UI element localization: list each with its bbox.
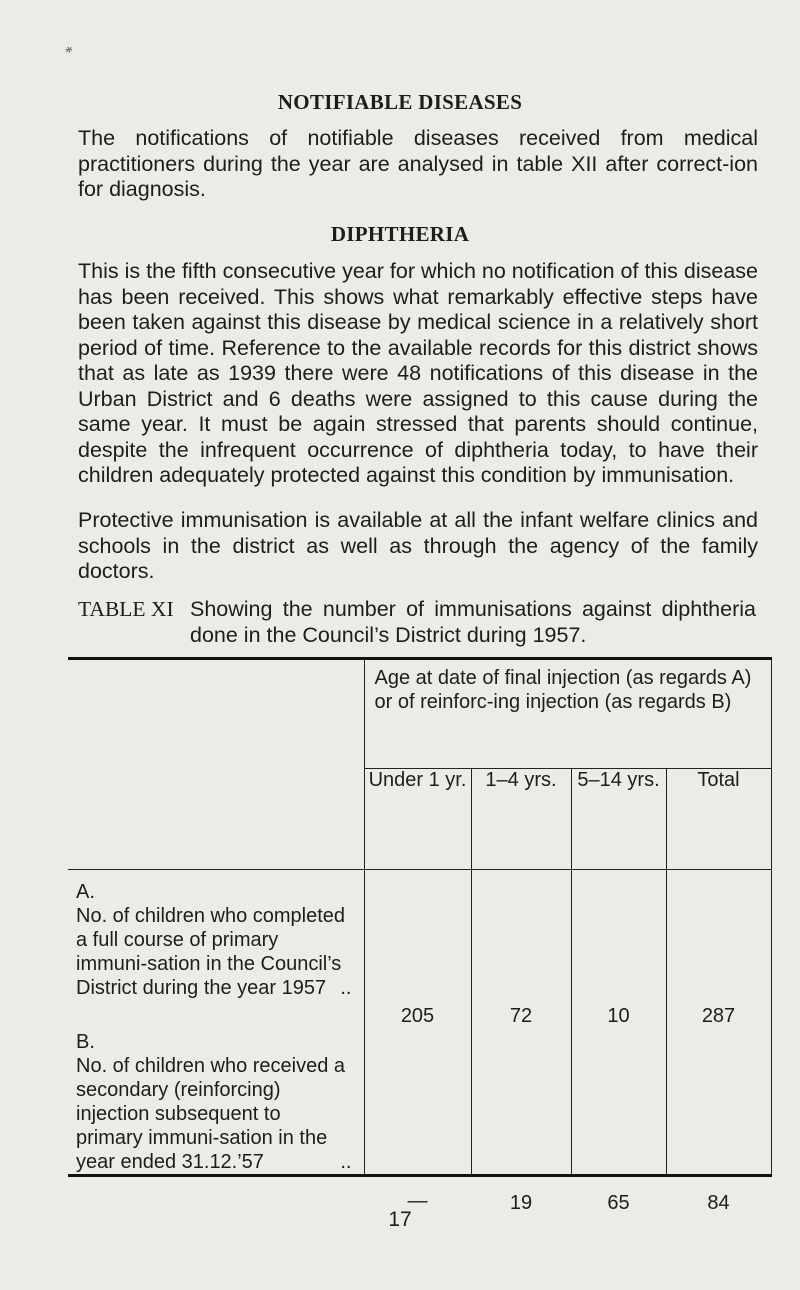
- cell-1-4: [471, 870, 571, 1214]
- diphtheria-paragraph-2: Protective immunisation is available at all the infant welfare clinics and schools in the district as well as through the agency of the family doctors.: [78, 508, 758, 583]
- row-b-text: No. of children who received a secondary (reinforcing) injection subsequent to primary immuni-sation in the year ended 31.12.’57: [76, 1055, 346, 1173]
- row-a-text: No. of children who completed a full course of primary immuni-sation in the Council’s District during the year 1957: [76, 905, 346, 999]
- row-b-letter: B.: [76, 1031, 95, 1053]
- row-b-leader: ..: [340, 1151, 352, 1173]
- value-a-total: 287: [701, 1005, 736, 1027]
- table-corner-cell: [68, 659, 364, 870]
- row-a-letter: A.: [76, 881, 95, 903]
- value-a-1-4: 72: [509, 1005, 533, 1027]
- section-heading: DIPHTHERIA: [330, 222, 470, 246]
- value-b-total: 84: [707, 1192, 730, 1214]
- intro-paragraph: The notifications of notifiable diseases received from medical practitioners during the year are analysed in table XII after correct-ion for diagnosis.: [78, 126, 758, 201]
- column-header-total: Total: [666, 769, 771, 870]
- column-header-under-1: Under 1 yr.: [364, 769, 471, 870]
- value-a-under-1: 205: [400, 1005, 435, 1027]
- table-row: [68, 870, 771, 1176]
- diphtheria-paragraph-1: This is the fifth consecutive year for which no notification of this disease has been received. This shows what remarkably effective steps have been taken against this disease by medical science in a relatively short period of time. Reference to the available records for this district shows that as late as 1939 there were 48 notifications of this disease in the Urban District and 6 deaths were assigned to this cause during the same year. It must be again stressed that parents should continue, despite the infrequent occurrence of diphtheria today, to have their children adequately protected against this condition by immunisation.: [78, 259, 758, 487]
- table-group-header: Age at date of final injection (as regards A) or of reinforc-ing injection (as regards B): [364, 659, 771, 769]
- table-caption-text: Showing the number of immunisations against diphtheria done in the Council’s District during 1957.: [190, 597, 756, 647]
- row-b-text-wrap: [76, 1054, 352, 1174]
- column-header-1-4: 1–4 yrs.: [471, 769, 571, 870]
- immunisation-table: [68, 657, 772, 1214]
- column-header-5-14: 5–14 yrs.: [571, 769, 666, 870]
- value-b-5-14: 65: [607, 1192, 630, 1214]
- page-number: 17: [388, 1208, 412, 1231]
- value-a-5-14: 10: [607, 1005, 630, 1027]
- row-a-text-wrap: [76, 904, 352, 1000]
- stray-mark: *: [63, 43, 77, 62]
- cell-5-14: [571, 870, 666, 1214]
- table-label: TABLE XI: [78, 597, 174, 621]
- value-b-under-1: —: [407, 1190, 428, 1212]
- cell-under-1: [364, 870, 471, 1212]
- row-a-leader: ..: [340, 977, 352, 999]
- value-b-1-4: 19: [509, 1192, 533, 1214]
- cell-total: [666, 870, 771, 1214]
- row-descriptions: [68, 870, 364, 1176]
- page-title: NOTIFIABLE DISEASES: [277, 90, 523, 114]
